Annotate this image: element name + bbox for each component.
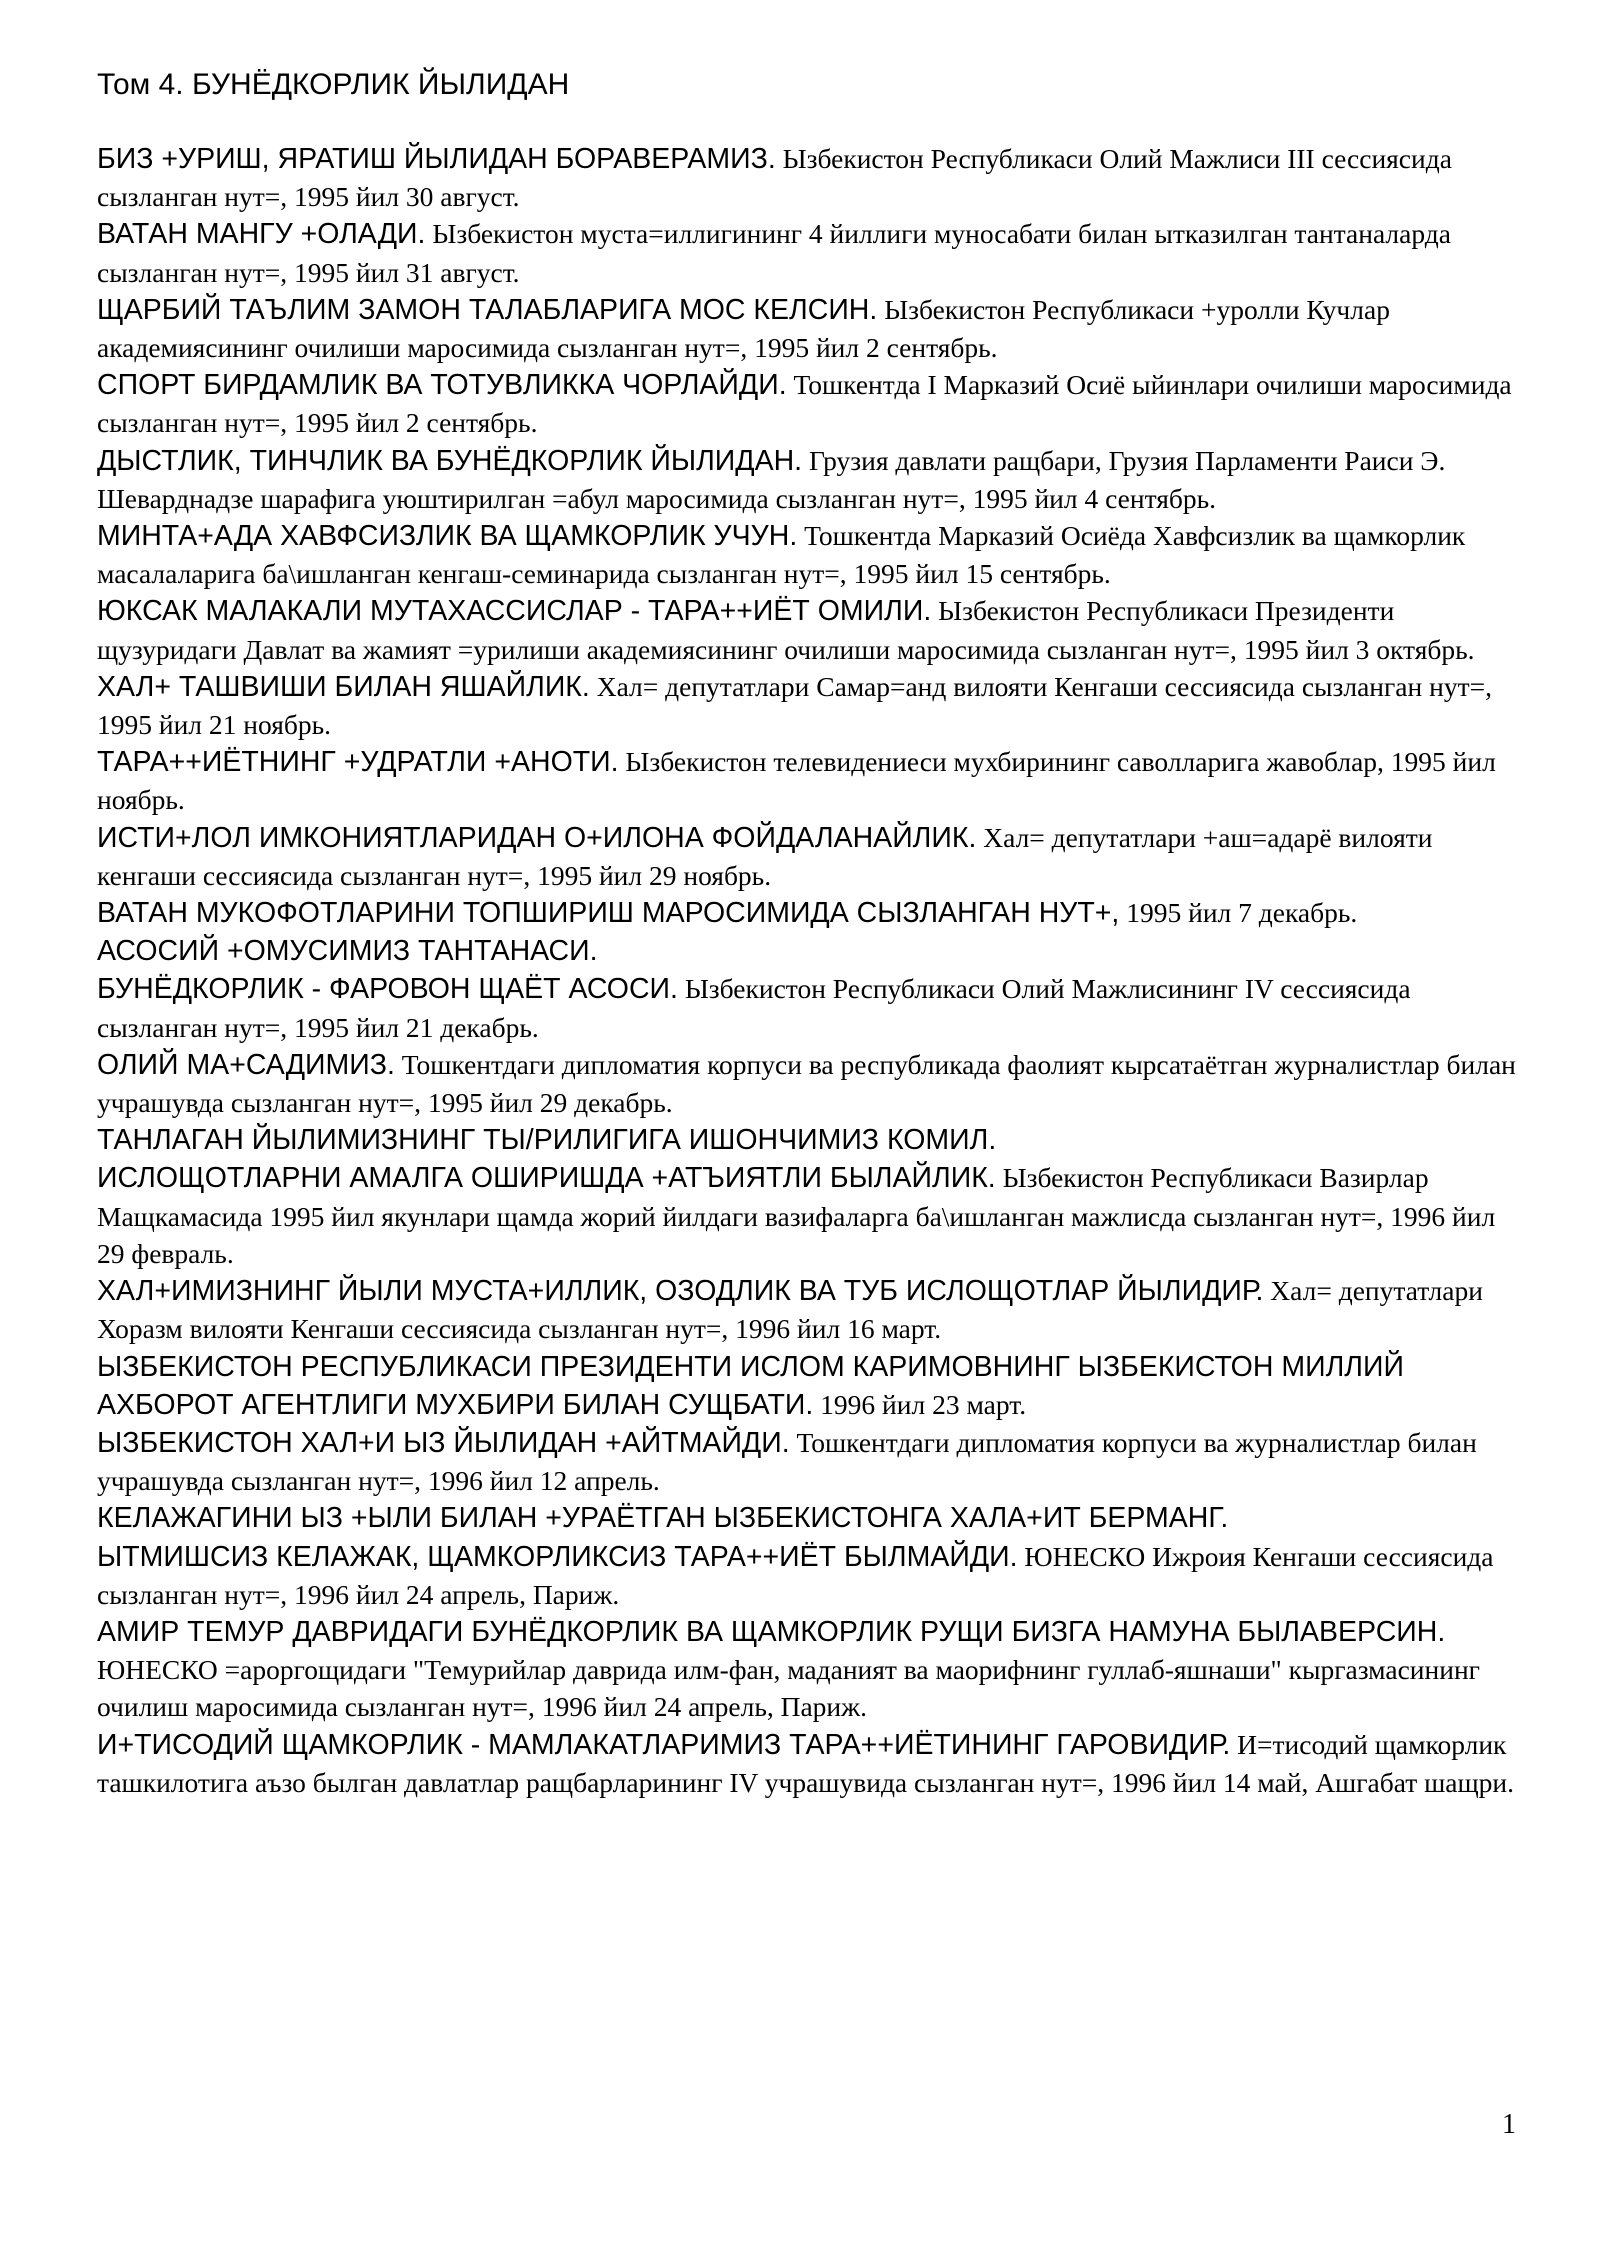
- entry-title: ТАРА++ИЁТНИНГ +УДРАТЛИ +АНОТИ.: [97, 746, 619, 779]
- list-item: [97, 743, 1517, 818]
- entry-description: Ызбекистон Республикаси Олий Мажлиси III сессиясида сызланган нут=, 1995 йил 30 август.: [97, 143, 1452, 213]
- entry-title: ЫТМИШСИЗ КЕЛАЖАК, ЩАМКОРЛИКСИЗ ТАРА++ИЁТ БЫЛМАЙДИ.: [97, 1540, 1018, 1573]
- entry-description: Ызбекистон Республикаси Олий Мажлисининг IV сессиясида сызланган нут=, 1995 йил 21 декабрь.: [97, 973, 1411, 1043]
- entry-title: ИСЛОЩОТЛАРНИ АМАЛГА ОШИРИШДА +АТЪИЯТЛИ БЫЛАЙЛИК.: [97, 1162, 996, 1195]
- entry-description: Хал= депутатлари Хоразм вилояти Кенгаши сессиясида сызланган нут=, 1996 йил 16 март.: [97, 1275, 1483, 1345]
- list-item: [97, 1726, 1517, 1801]
- entry-description: Ызбекистон муста=иллигининг 4 йиллиги муносабати билан ытказилган тантаналарда сызланган нут=, 1995 йил 31 август.: [97, 218, 1451, 288]
- entry-title: ЫЗБЕКИСТОН РЕСПУБЛИКАСИ ПРЕЗИДЕНТИ ИСЛОМ КАРИМОВНИНГ ЫЗБЕКИСТОН МИЛЛИЙ АХБОРОТ АГЕНТЛИГИ МУХБИРИ БИЛАН СУЩБАТИ.: [97, 1350, 1404, 1421]
- entry-title: СПОРТ БИРДАМЛИК ВА ТОТУВЛИККА ЧОРЛАЙДИ.: [97, 369, 787, 402]
- entry-title: БУНЁДКОРЛИК - ФАРОВОН ЩАЁТ АСОСИ.: [97, 973, 678, 1006]
- entry-description: Тошкентдаги дипломатия корпуси ва журналистлар билан учрашувда сызланган нут=, 1996 йил 12 апрель.: [97, 1426, 1477, 1497]
- entry-title: АМИР ТЕМУР ДАВРИДАГИ БУНЁДКОРЛИК ВА ЩАМКОРЛИК РУЩИ БИЗГА НАМУНА БЫЛАВЕРСИН.: [97, 1615, 1446, 1648]
- entry-title: ХАЛ+ИМИЗНИНГ ЙЫЛИ МУСТА+ИЛЛИК, ОЗОДЛИК ВА ТУБ ИСЛОЩОТЛАР ЙЫЛИДИР.: [97, 1275, 1264, 1308]
- list-item: [97, 932, 1517, 970]
- list-item: [97, 819, 1517, 894]
- entry-title: АСОСИЙ +ОМУСИМИЗ ТАНТАНАСИ.: [97, 935, 598, 968]
- list-item: [97, 1348, 1517, 1424]
- document-content: [97, 66, 1517, 1801]
- entry-description: И=тисодий щамкорлик ташкилотига аъзо былган давлатлар ращбарларининг IV учрашувида сызланган нут=, 1996 йил 14 май, Ашгабат шащри.: [97, 1728, 1514, 1798]
- list-item: [97, 1424, 1517, 1499]
- entry-description: Ызбекистон телевидениеси мухбирининг саволларига жавоблар, 1995 йил ноябрь.: [97, 746, 1496, 816]
- list-item: [97, 894, 1517, 932]
- list-item: [97, 1159, 1517, 1272]
- list-item: [97, 1538, 1517, 1613]
- entry-description: Тошкентдаги дипломатия корпуси ва республикада фаолият кырсатаётган журналистлар билан учрашувда сызланган нут=, 1995 йил 29 декабрь.: [97, 1048, 1516, 1119]
- entry-description: ЮНЕСКО Ижроия Кенгаши сессиясида сызланган нут=, 1996 йил 24 апрель, Париж.: [97, 1540, 1494, 1610]
- list-item: [97, 592, 1517, 667]
- list-item: [97, 215, 1517, 290]
- entry-title: ВАТАН МУКОФОТЛАРИНИ ТОПШИРИШ МАРОСИМИДА СЫЗЛАНГАН НУТ+,: [97, 897, 1120, 930]
- list-item: [97, 970, 1517, 1045]
- entry-title: ЩАРБИЙ ТАЪЛИМ ЗАМОН ТАЛАБЛАРИГА МОС КЕЛСИН.: [97, 293, 878, 326]
- list-item: [97, 1613, 1517, 1726]
- list-item: [97, 517, 1517, 592]
- list-item: [97, 366, 1517, 441]
- entry-title: ТАНЛАГАН ЙЫЛИМИЗНИНГ ТЫ/РИЛИГИГА ИШОНЧИМИЗ КОМИЛ.: [97, 1124, 997, 1157]
- list-item: [97, 1121, 1517, 1159]
- entry-title: БИЗ +УРИШ, ЯРАТИШ ЙЫЛИДАН БОРАВЕРАМИЗ.: [97, 143, 776, 175]
- entry-title: ИСТИ+ЛОЛ ИМКОНИЯТЛАРИДАН О+ИЛОНА ФОЙДАЛАНАЙЛИК.: [97, 821, 977, 854]
- entry-description: Ызбекистон Республикаси Президенти щузуридаги Давлат ва жамият =урилиши академиясининг очилиши маросимида сызланган нут=, 1995 йил 3 октябрь.: [97, 595, 1475, 665]
- entry-description: 1996 йил 23 март.: [820, 1388, 1027, 1420]
- entry-title: И+ТИСОДИЙ ЩАМКОРЛИК - МАМЛАКАТЛАРИМИЗ ТАРА++ИЁТИНИНГ ГАРОВИДИР.: [97, 1728, 1231, 1761]
- entry-title: ХАЛ+ ТАШВИШИ БИЛАН ЯШАЙЛИК.: [97, 670, 590, 703]
- entries-list: [97, 140, 1517, 1801]
- entry-description: Ызбекистон Республикаси Вазирлар Мащкамасида 1995 йил якунлари щамда жорий йилдаги вазифаларга ба\ишланган мажлисда сызланган нут=, 1996 йил 29 февраль.: [97, 1162, 1496, 1269]
- list-item: [97, 442, 1517, 517]
- entry-title: ЫЗБЕКИСТОН ХАЛ+И ЫЗ ЙЫЛИДАН +АЙТМАЙДИ.: [97, 1426, 790, 1459]
- list-item: [97, 1499, 1517, 1537]
- entry-description: Хал= депутатлари Самар=анд вилояти Кенгаши сессиясида сызланган нут=, 1995 йил 21 ноябрь.: [97, 670, 1492, 741]
- entry-description: Хал= депутатлари +аш=адарё вилояти кенгаши сессиясида сызланган нут=, 1995 йил 29 ноябрь.: [97, 821, 1433, 891]
- entry-title: ЮКСАК МАЛАКАЛИ МУТАХАССИСЛАР - ТАРА++ИЁТ ОМИЛИ.: [97, 595, 932, 628]
- entry-description: ЮНЕСКО =ароргощидаги "Темурийлар даврида илм-фан, маданият ва маорифнинг гуллаб-яшнаши" кыргазмасининг очилиш маросимида сызланган нут=, 1996 йил 24 апрель, Париж.: [97, 1654, 1480, 1723]
- entry-description: Тошкентда I Марказий Осиё ыйинлари очилиши маросимида сызланган нут=, 1995 йил 2 сентябрь.: [97, 369, 1512, 439]
- list-item: [97, 1272, 1517, 1347]
- entry-title: ОЛИЙ МА+САДИМИЗ.: [97, 1048, 395, 1081]
- list-item: [97, 291, 1517, 366]
- entry-title: КЕЛАЖАГИНИ ЫЗ +ЫЛИ БИЛАН +УРАЁТГАН ЫЗБЕКИСТОНГА ХАЛА+ИТ БЕРМАНГ.: [97, 1502, 1229, 1535]
- entry-title: ВАТАН МАНГУ +ОЛАДИ.: [97, 218, 426, 251]
- entry-description: Тошкентда Марказий Осиёда Хавфсизлик ва щамкорлик масалаларига ба\ишланган кенгаш-семинарида сызланган нут=, 1995 йил 15 сентябрь.: [97, 520, 1466, 590]
- entry-description: Грузия давлати ращбари, Грузия Парламенти Раиси Э. Шеварднадзе шарафига уюштирилган =абул маросимида сызланган нут=, 1995 йил 4 сентябрь.: [97, 444, 1446, 514]
- entry-title: ДЫСТЛИК, ТИНЧЛИК ВА БУНЁДКОРЛИК ЙЫЛИДАН.: [97, 444, 803, 477]
- entry-title: МИНТА+АДА ХАВФСИЗЛИК ВА ЩАМКОРЛИК УЧУН.: [97, 520, 798, 553]
- entry-description: 1995 йил 7 декабрь.: [1126, 897, 1358, 929]
- list-item: [97, 140, 1517, 215]
- volume-title: Том 4. БУНЁДКОРЛИК ЙЫЛИДАН: [97, 68, 570, 101]
- list-item: [97, 668, 1517, 743]
- list-item: [97, 1046, 1517, 1121]
- page-number: 1: [1502, 2109, 1516, 2140]
- entry-description: Ызбекистон Республикаси +уролли Кучлар академиясининг очилиши маросимида сызланган нут=, 1995 йил 2 сентябрь.: [97, 293, 1390, 364]
